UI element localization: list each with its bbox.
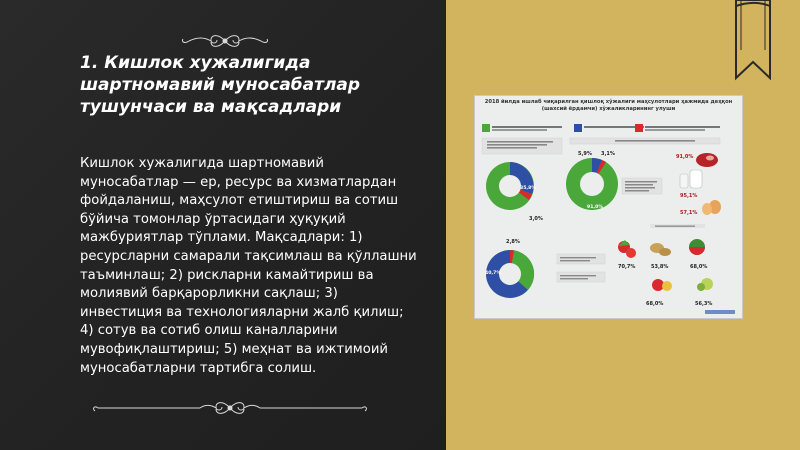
- svg-text:56,3%: 56,3%: [695, 301, 713, 307]
- infographic-title: 2018 йилда ишлаб чиқарилган қишлоқ хўжалиги маҳсулотлари ҳажмида деҳқон (шахсий ёрдамчи) хўжаликларининг улуши: [484, 99, 733, 112]
- svg-text:70,7%: 70,7%: [618, 264, 636, 270]
- svg-text:2,8%: 2,8%: [506, 239, 520, 245]
- infographic-image: [475, 96, 742, 318]
- svg-text:91,0%: 91,0%: [676, 154, 694, 160]
- svg-text:35,8%: 35,8%: [520, 186, 536, 191]
- svg-text:91,0%: 91,0%: [587, 205, 603, 210]
- svg-text:68,0%: 68,0%: [646, 301, 664, 307]
- svg-text:68,0%: 68,0%: [690, 264, 708, 270]
- svg-text:3,1%: 3,1%: [601, 151, 615, 157]
- infographic-graphics: [475, 96, 742, 318]
- svg-text:5,9%: 5,9%: [578, 151, 592, 157]
- pie-chart-2: [566, 158, 618, 210]
- bookmark-ribbon-icon: [732, 0, 774, 82]
- svg-text:53,8%: 53,8%: [651, 264, 669, 270]
- bottom-ornament: [90, 399, 370, 417]
- slide-title: 1. Кишлок хужалигида шартномавий муносабатлар тушунчаси ва мақсадлари: [80, 53, 361, 117]
- top-ornament: [175, 32, 275, 50]
- svg-text:3,0%: 3,0%: [529, 216, 543, 222]
- slide-body-text: Кишлок хужалигида шартномавий муносабатлар — ер, ресурс ва хизматлардан фойдаланиш, маҳсулот етиштириш ва сотиш бўйича томонлар ўртасидаги ҳуқуқий мажбуриятлар тўплами. Мақсадлари: 1) ресурсларни самарали тақсимлаш ва қўллашни таъминлаш; 2) рискларни камайтириш ва молиявий барқарорликни сақлаш; 3) инвестиция ва технологияларни жалб қилиш; 4) сотув ва сотиб олиш каналларини мувофиқлаштириш; 5) меҳнат ва ижтимоий муносабатларни тартибга солиш.: [80, 156, 417, 376]
- svg-text:40,7%: 40,7%: [485, 271, 501, 276]
- svg-text:57,1%: 57,1%: [680, 210, 698, 216]
- svg-text:95,1%: 95,1%: [680, 193, 698, 199]
